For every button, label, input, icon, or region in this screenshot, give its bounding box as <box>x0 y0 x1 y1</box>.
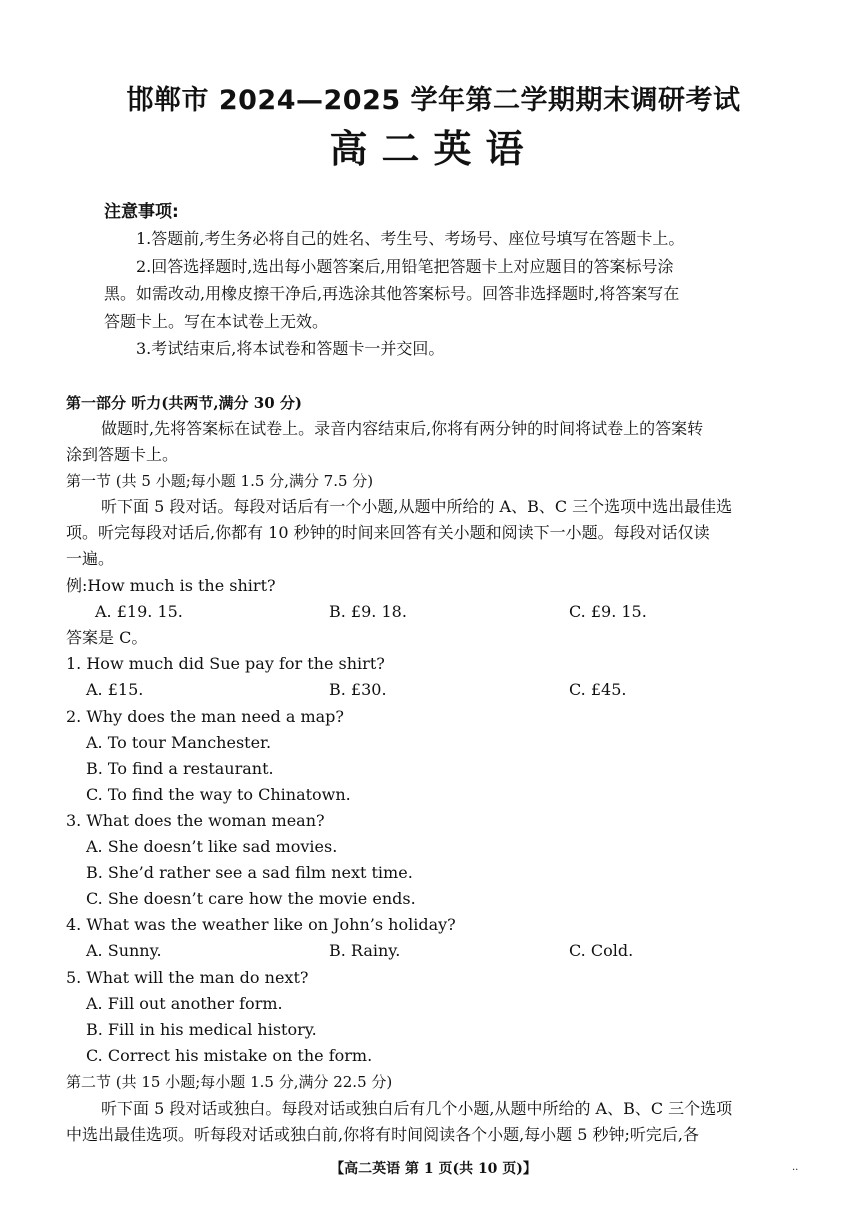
section1-intro-3: 一遍。 <box>66 549 115 568</box>
q5-option-c: C. Correct his mistake on the form. <box>86 1046 373 1065</box>
example-answer: 答案是 C。 <box>66 628 148 647</box>
q3-option-b: B. She’d rather see a sad film next time. <box>86 863 413 882</box>
q5-option-b: B. Fill in his medical history. <box>86 1020 317 1039</box>
q3-option-c: C. She doesn’t care how the movie ends. <box>86 889 416 908</box>
example-question: 例:How much is the shirt? <box>66 576 276 595</box>
notice-line-3: 黑。如需改动,用橡皮擦干净后,再选涂其他答案标号。回答非选择题时,将答案写在 <box>104 284 680 303</box>
q2-option-b: B. To find a restaurant. <box>86 759 274 778</box>
q1-option-b: B. £30. <box>329 680 387 699</box>
q4-option-a: A. Sunny. <box>86 941 162 960</box>
notice-line-5: 3.考试结束后,将本试卷和答题卡一并交回。 <box>136 339 445 358</box>
corner-mark: .. <box>792 1162 799 1173</box>
q4-option-c: C. Cold. <box>569 941 634 960</box>
example-option-a: A. £19. 15. <box>95 602 183 621</box>
notice-heading: 注意事项: <box>104 202 179 222</box>
question-1: 1. How much did Sue pay for the shirt? <box>66 654 385 673</box>
q5-option-a: A. Fill out another form. <box>86 994 283 1013</box>
q1-option-a: A. £15. <box>86 680 144 699</box>
question-4: 4. What was the weather like on John’s holiday? <box>66 915 456 934</box>
notice-line-1: 1.答题前,考生务必将自己的姓名、考生号、考场号、座位号填写在答题卡上。 <box>136 229 685 248</box>
q2-option-c: C. To find the way to Chinatown. <box>86 785 351 804</box>
q3-option-a: A. She doesn’t like sad movies. <box>86 837 338 856</box>
section2-intro-1: 听下面 5 段对话或独白。每段对话或独白后有几个小题,从题中所给的 A、B、C 三个选项 <box>101 1099 733 1118</box>
notice-line-2: 2.回答选择题时,选出每小题答案后,用铅笔把答题卡上对应题目的答案标号涂 <box>136 257 674 276</box>
example-option-c: C. £9. 15. <box>569 602 647 621</box>
question-3: 3. What does the woman mean? <box>66 811 325 830</box>
section2-heading: 第二节 (共 15 小题;每小题 1.5 分,满分 22.5 分) <box>66 1073 393 1091</box>
example-option-b: B. £9. 18. <box>329 602 407 621</box>
section1-intro-1: 听下面 5 段对话。每段对话后有一个小题,从题中所给的 A、B、C 三个选项中选出最佳选 <box>101 497 733 516</box>
q4-option-b: B. Rainy. <box>329 941 401 960</box>
section1-intro-2: 项。听完每段对话后,你都有 10 秒钟的时间来回答有关小题和阅读下一小题。每段对话仅读 <box>66 523 710 542</box>
page-footer: 【高二英语 第 1 页(共 10 页)】 <box>330 1161 537 1177</box>
part1-intro-2: 涂到答题卡上。 <box>66 445 179 464</box>
part1-intro-1: 做题时,先将答案标在试卷上。录音内容结束后,你将有两分钟的时间将试卷上的答案转 <box>101 419 704 438</box>
subject-title: 高二英语 <box>329 127 538 171</box>
section2-intro-2: 中选出最佳选项。听每段对话或独白前,你将有时间阅读各个小题,每小题 5 秒钟;听完后,各 <box>66 1125 700 1144</box>
section1-heading: 第一节 (共 5 小题;每小题 1.5 分,满分 7.5 分) <box>66 472 374 490</box>
q2-option-a: A. To tour Manchester. <box>86 733 272 752</box>
q1-option-c: C. £45. <box>569 680 627 699</box>
question-2: 2. Why does the man need a map? <box>66 707 344 726</box>
exam-title: 邯郸市 2024—2025 学年第二学期期末调研考试 <box>126 85 741 116</box>
question-5: 5. What will the man do next? <box>66 968 309 987</box>
notice-line-4: 答题卡上。写在本试卷上无效。 <box>104 312 329 331</box>
part1-heading: 第一部分 听力(共两节,满分 30 分) <box>66 394 302 412</box>
